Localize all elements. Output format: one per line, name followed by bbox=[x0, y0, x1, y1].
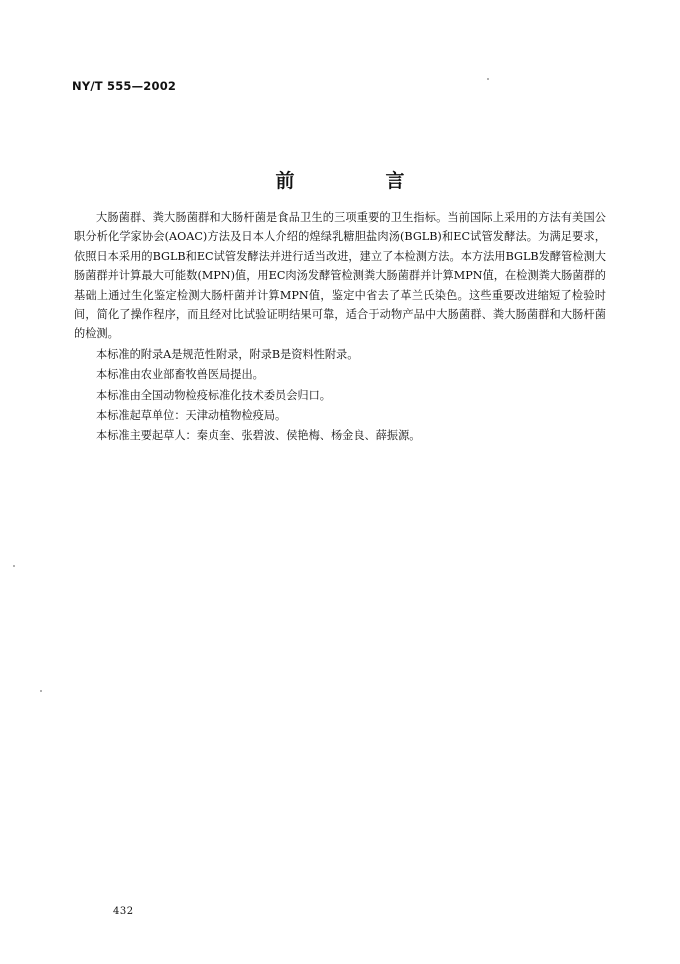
foreword-paragraph-drafting-unit: 本标准起草单位：天津动植物检疫局。 bbox=[96, 409, 287, 423]
foreword-paragraph-committee: 本标准由全国动物检疫标准化技术委员会归口。 bbox=[96, 388, 331, 402]
page-number: 432 bbox=[113, 906, 134, 917]
standard-code: NY/T 555—2002 bbox=[72, 79, 177, 93]
foreword-paragraph-drafters: 本标准主要起草人：秦贞奎、张碧波、侯艳梅、杨金良、薛振源。 bbox=[96, 429, 421, 443]
foreword-body bbox=[74, 208, 606, 446]
scan-speck bbox=[40, 690, 42, 692]
foreword-paragraph-intro: 大肠菌群、粪大肠菌群和大肠杆菌是食品卫生的三项重要的卫生指标。当前国际上采用的方法有美国公职分析化学家协会(AOAC)方法及日本人介绍的煌绿乳糖胆盐肉汤(BGLB)和EC试管发酵法。为满足要求，依照日本采用的BGLB和EC试管发酵法并进行适当改进，建立了本检测方法。本方法用BGLB发酵管检测大肠菌群并计算最大可能数(MPN)值，用EC肉汤发酵管检测粪大肠菌群并计算MPN值，在检测粪大肠菌群的基础上通过生化鉴定检测大肠杆菌并计算MPN值，鉴定中省去了革兰氏染色。这些重要改进缩短了检验时间，简化了操作程序，而且经对比试验证明结果可靠，适合于动物产品中大肠菌群、粪大肠菌群和大肠杆菌的检测。 bbox=[74, 211, 606, 341]
scan-speck bbox=[487, 78, 489, 80]
scan-speck bbox=[13, 565, 15, 567]
foreword-paragraph-proposer: 本标准由农业部畜牧兽医局提出。 bbox=[96, 368, 264, 382]
page-title: 前 言 bbox=[275, 170, 441, 192]
foreword-paragraph-appendix: 本标准的附录A是规范性附录，附录B是资料性附录。 bbox=[96, 347, 359, 361]
